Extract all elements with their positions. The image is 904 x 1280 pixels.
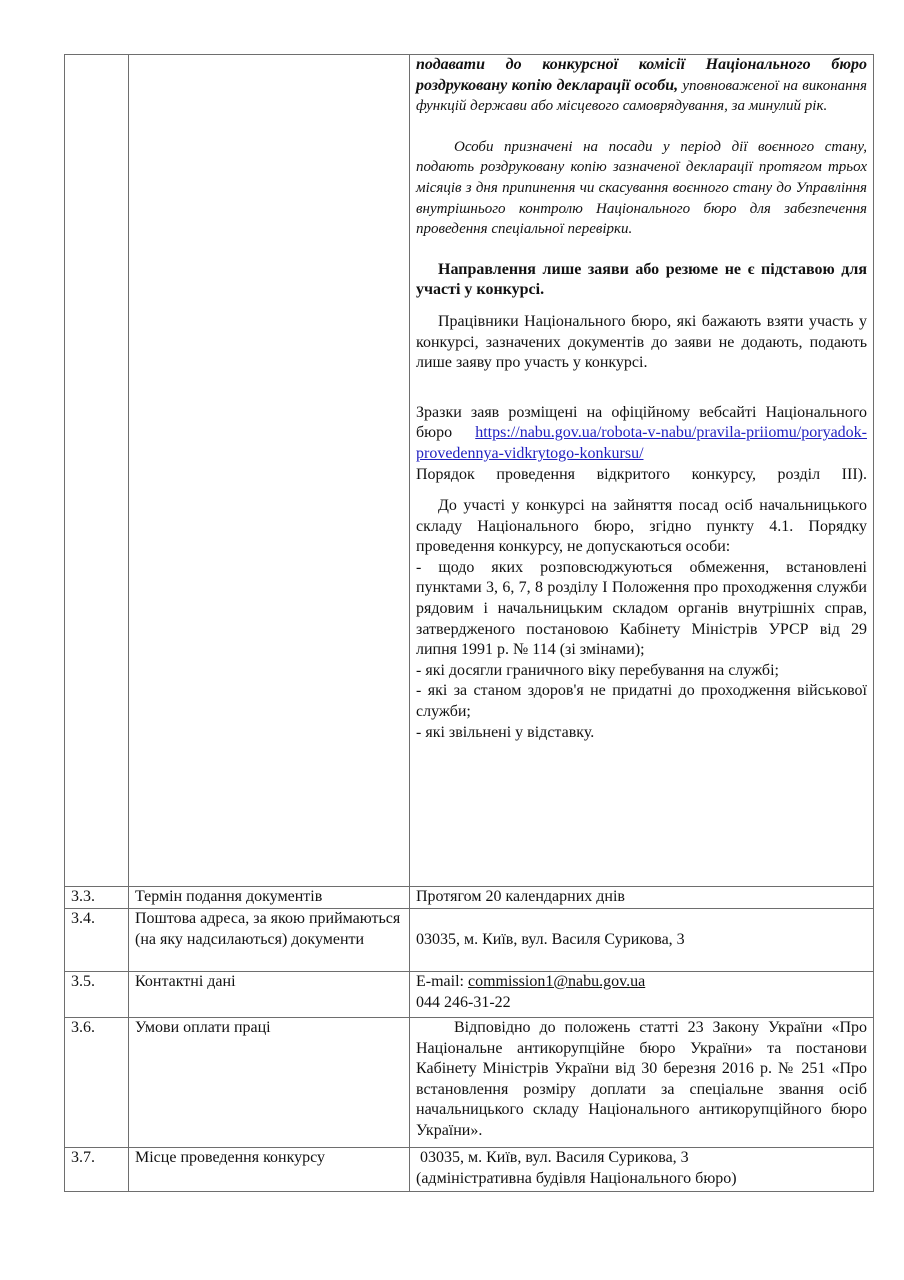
- table-row-3-3: [65, 887, 874, 909]
- row-number-cell: 3.7.: [65, 1148, 129, 1192]
- row-label-cell: Умови оплати праці: [129, 1018, 410, 1148]
- row-number-cell: 3.3.: [65, 887, 129, 909]
- email-prefix: E-mail:: [416, 973, 468, 990]
- table-row-3-6: [65, 1018, 874, 1148]
- employees-paragraph: Працівники Національного бюро, які бажають взяти участь у конкурсі, зазначених документів до заяви не додають, подають лише заяву про участь у конкурсі.: [416, 312, 867, 372]
- spacer: [416, 117, 867, 137]
- phone-line: 044 246-31-22: [416, 993, 511, 1011]
- table-row-3-7: [65, 1148, 874, 1192]
- competition-info-table: [64, 54, 874, 1192]
- email-link[interactable]: commission1@nabu.gov.ua: [467, 973, 646, 990]
- declaration-italic-text: уповноваженої на виконання функцій держави або місцевого самоврядування, за минулий рік.: [416, 77, 867, 115]
- samples-paragraph: [416, 403, 867, 465]
- row-number-cell: 3.5.: [65, 972, 129, 1018]
- row-label-cell: Термін подання документів: [129, 887, 410, 909]
- samples-text: Зразки заяв розміщені на офіційному вебсайті Національного бюро: [416, 403, 867, 442]
- row-label-cell: Місце проведення конкурсу: [129, 1148, 410, 1192]
- spacer: [416, 240, 867, 260]
- row-number-cell: [65, 55, 129, 887]
- declaration-bold-text: подавати до конкурсної комісії Національного бюро роздруковану копію декларації особи,: [416, 56, 867, 94]
- row-value-cell: Протягом 20 календарних днів: [410, 887, 874, 909]
- declaration-paragraph: [416, 55, 867, 117]
- restriction-item-4: - які звільнені у відставку.: [416, 723, 595, 741]
- row-label-cell: Поштова адреса, за якою приймаються (на яку надсилаються) документи: [129, 909, 410, 972]
- spacer: [416, 374, 867, 403]
- table-row-3-4: [65, 909, 874, 972]
- samples-procedure-text: Порядок проведення відкритого конкурсу, розділ III).: [416, 465, 867, 483]
- row-number-cell: 3.6.: [65, 1018, 129, 1148]
- restrictions-intro: До участі у конкурсі на зайняття посад осіб начальницького складу Національного бюро, згідно пункту 4.1. Порядку проведення конкурсу, не допускаються особи:: [416, 497, 867, 556]
- samples-procedure-line: [416, 465, 867, 486]
- row-value-cell: [410, 55, 874, 887]
- venue-address: 03035, м. Київ, вул. Василя Сурикова, 3: [416, 1149, 689, 1166]
- table-row-3-5: [65, 972, 874, 1018]
- table-row-continuation: [65, 55, 874, 887]
- row-value-cell: [410, 1148, 874, 1192]
- venue-building: (адміністративна будівля Національного бюро): [416, 1169, 737, 1187]
- warning-paragraph: Направлення лише заяви або резюме не є підставою для участі у конкурсі.: [416, 260, 867, 299]
- restriction-item-3: - які за станом здоров'я не придатні до проходження військової служби;: [416, 682, 867, 721]
- spacer: [416, 485, 867, 496]
- spacer: [416, 301, 867, 312]
- row-number-cell: 3.4.: [65, 909, 129, 972]
- martial-law-paragraph: Особи призначені на посади у період дії воєнного стану, подають роздруковану копію зазначеної декларації протягом трьох місяців з дня припинення чи скасування воєнного стану до Управління внутрішнього контролю Національного бюро для забезпечення проведення спеціальної перевірки.: [416, 138, 867, 238]
- restriction-item-2: - які досягли граничного віку перебування на службі;: [416, 661, 779, 679]
- restriction-item-1: - щодо яких розповсюджуються обмеження, встановлені пунктами 3, 6, 7, 8 розділу І Положення про проходження служби рядовим і начальницьким складом органів внутрішніх справ, затвердженого постановою Кабінету Міністрів УРСР від 29 липня 1991 р. № 114 (зі змінами);: [416, 558, 867, 659]
- row-label-cell: Контактні дані: [129, 972, 410, 1018]
- row-value-cell: [410, 972, 874, 1018]
- row-value-cell: 03035, м. Київ, вул. Василя Сурикова, 3: [410, 909, 874, 972]
- row-value-cell: Відповідно до положень статті 23 Закону України «Про Національне антикорупційне бюро України» та постанови Кабінету Міністрів України від 30 березня 2016 р. № 251 «Про встановлення розміру доплати за спеціальне звання осіб начальницького складу Національного антикорупційного бюро України».: [410, 1018, 874, 1148]
- email-line: [416, 972, 867, 993]
- samples-link[interactable]: https://nabu.gov.ua/robota-v-nabu/pravila-priiomu/poryadok-provedennya-vidkrytogo-konkursu/: [416, 424, 867, 462]
- document-page: [64, 54, 873, 1192]
- row-label-cell: [129, 55, 410, 887]
